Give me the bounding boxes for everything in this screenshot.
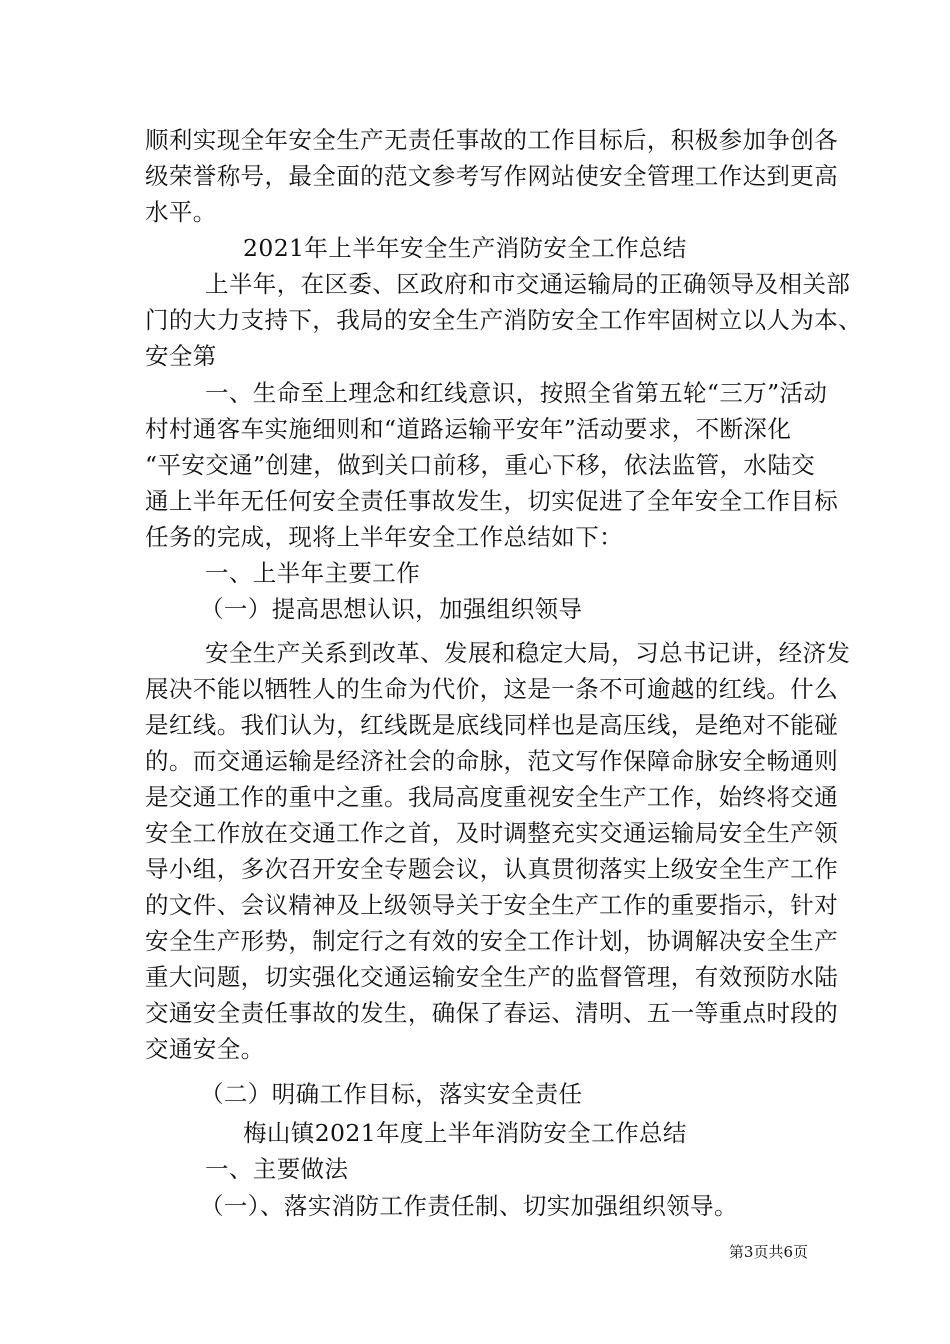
body-text-line: 安全生产关系到改革、发展和稳定大局，习总书记讲，经济发 [205, 639, 851, 667]
subheading-line: （一）提高思想认识，加强组织领导 [200, 595, 583, 623]
body-text-line: 的文件、会议精神及上级领导关于安全生产工作的重要指示，针对 [145, 891, 839, 919]
body-text-line: 任务的完成，现将上半年安全工作总结如下： [145, 523, 623, 551]
body-text-line: “平安交通”创建，做到关口前移，重心下移，依法监管，水陆交 [145, 451, 816, 479]
subheading-line: （二）明确工作目标，落实安全责任 [200, 1080, 583, 1108]
body-text-line: 门的大力支持下，我局的安全生产消防安全工作牢固树立以人为本、 [145, 306, 862, 334]
body-text-line: 级荣誉称号，最全面的范文参考写作网站使安全管理工作达到更高 [145, 162, 839, 190]
body-text-line: 的。而交通运输是经济社会的命脉，范文写作保障命脉安全畅通则 [145, 747, 839, 775]
body-text-line: 交通安全。 [145, 1035, 265, 1063]
body-text-line: 导小组，多次召开安全专题会议，认真贯彻落实上级安全生产工作 [145, 855, 839, 883]
body-text-line: 一、生命至上理念和红线意识，按照全省第五轮“三万”活动 [205, 379, 828, 407]
body-text-line: 水平。 [145, 198, 217, 226]
section-title: 2021年上半年安全生产消防安全工作总结 [243, 234, 687, 262]
body-text-line: 是红线。我们认为，红线既是底线同样也是高压线，是绝对不能碰 [145, 711, 839, 739]
body-text-line: 重大问题，切实强化交通运输安全生产的监督管理，有效预防水陆 [145, 963, 839, 991]
body-text-line: 上半年，在区委、区政府和市交通运输局的正确领导及相关部 [205, 270, 851, 298]
body-text-line: 安全第 [145, 342, 217, 370]
section-title: 梅山镇2021年度上半年消防安全工作总结 [243, 1119, 687, 1147]
body-text-line: 展决不能以牺牲人的生命为代价，这是一条不可逾越的红线。什么 [145, 675, 839, 703]
body-text-line: 安全工作放在交通工作之首，及时调整充实交通运输局安全生产领 [145, 819, 839, 847]
page-number: 第3页共6页 [728, 1243, 808, 1261]
subheading-line: （一）、落实消防工作责任制、切实加强组织领导。 [200, 1192, 738, 1220]
heading-line: 一、上半年主要工作 [205, 559, 421, 587]
body-text-line: 顺利实现全年安全生产无责任事故的工作目标后，积极参加争创各 [145, 126, 839, 154]
body-text-line: 是交通工作的重中之重。我局高度重视安全生产工作，始终将交通 [145, 783, 839, 811]
body-text-line: 村村通客车实施细则和“道路运输平安年”活动要求，不断深化 [145, 415, 792, 443]
body-text-line: 交通安全责任事故的发生，确保了春运、清明、五一等重点时段的 [145, 999, 839, 1027]
body-text-line: 通上半年无任何安全责任事故发生，切实促进了全年安全工作目标 [145, 487, 839, 515]
body-text-line: 安全生产形势，制定行之有效的安全工作计划，协调解决安全生产 [145, 927, 839, 955]
heading-line: 一、主要做法 [205, 1155, 349, 1183]
